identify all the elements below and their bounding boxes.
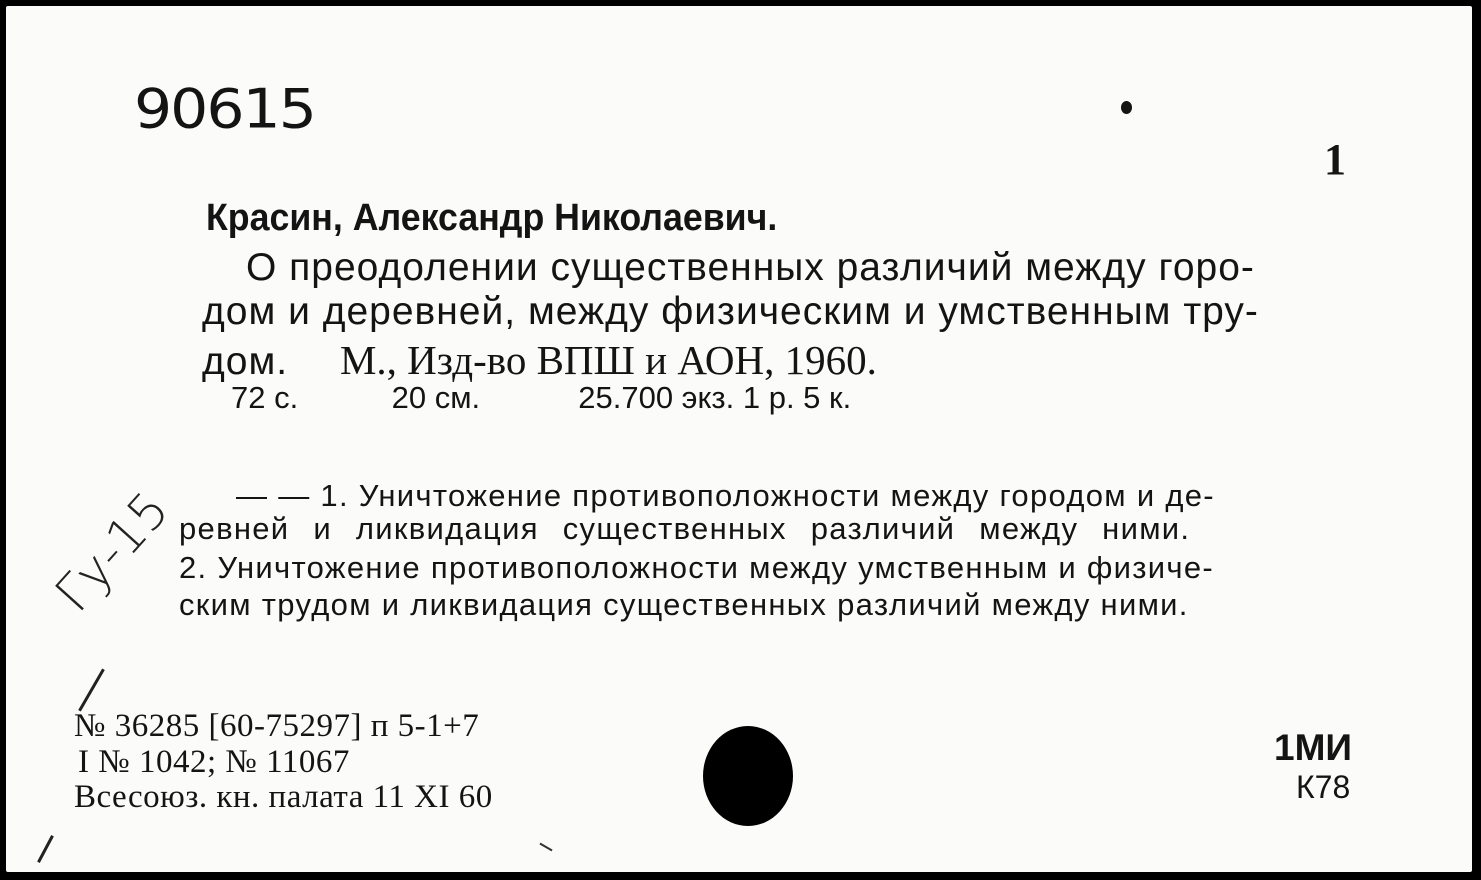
pages: 72 с.: [231, 380, 299, 415]
contents-line-4: ским трудом и ликвидация существенных различий между ними.: [179, 587, 1189, 622]
punch-hole: [703, 726, 793, 826]
registration-line-3: Всесоюз. кн. палата 11 XI 60: [74, 779, 493, 815]
imprint: М., Изд-во ВПШ и АОН, 1960.: [339, 337, 877, 383]
size: 20 см.: [391, 380, 481, 415]
author-heading: Красин, Александр Николаевич.: [206, 197, 778, 239]
contents-line-1: — — 1. Уничтожение противоположности между городом и де-: [236, 478, 1215, 513]
title-line-1: О преодолении существенных различий между горо-: [246, 246, 1255, 289]
pencil-slash-mark: [37, 835, 54, 863]
registration-line-1: № 36285 [60-75297] п 5-1+7: [74, 708, 480, 744]
catalog-card: [6, 6, 1472, 872]
handwritten-note: Гу-15: [44, 480, 181, 623]
card-number: 1: [1324, 135, 1346, 184]
contents-line-3: 2. Уничтожение противоположности между умственным и физиче-: [179, 550, 1215, 585]
shelf-mark: К78: [1296, 769, 1351, 805]
accession-number: 90615: [134, 78, 315, 141]
handwritten-stroke: [78, 668, 105, 711]
ink-dot-mark: [1121, 101, 1132, 114]
physical-description: [231, 380, 851, 416]
copies-price: 25.700 экз. 1 р. 5 к.: [578, 380, 852, 415]
title-line-2: дом и деревней, между физическим и умственным тру-: [202, 290, 1259, 333]
library-code: 1МИ: [1274, 727, 1352, 768]
registration-line-2: I № 1042; № 11067: [78, 744, 350, 780]
title-line-3-text: дом.: [202, 340, 289, 383]
pencil-tick-mark: [539, 843, 552, 852]
contents-line-2: ревней и ликвидация существенных различий между ними.: [179, 511, 1191, 546]
title-line-3: [202, 336, 877, 384]
